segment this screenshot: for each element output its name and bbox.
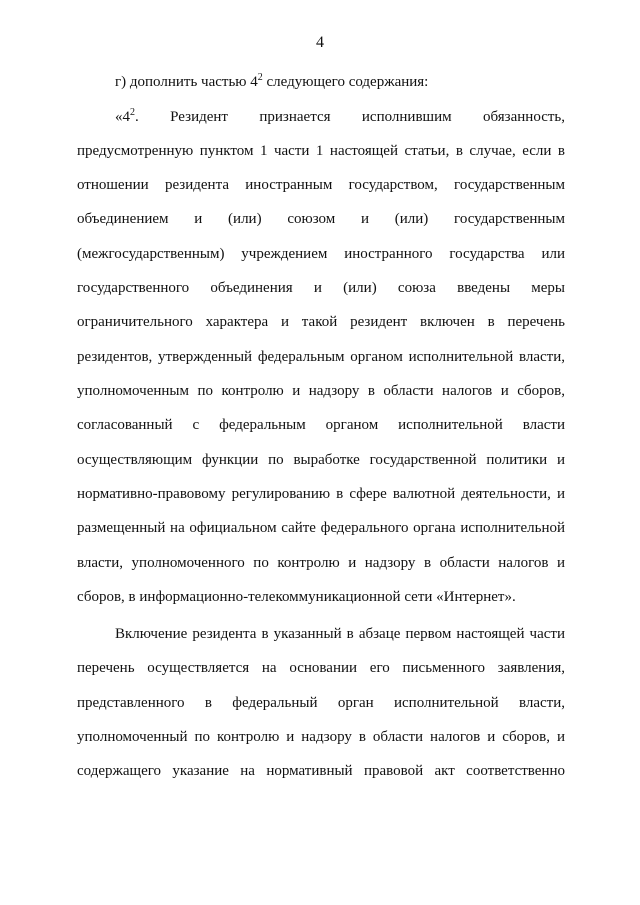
body-line: отношении резидента иностранным государством, государственным: [77, 177, 565, 193]
paragraph-g-text-before: г) дополнить частью 4: [115, 74, 258, 90]
body-line: ограничительного характера и такой резидент включен в перечень: [77, 314, 565, 330]
body-line: нормативно-правовому регулированию в сфере валютной деятельности, и: [77, 486, 565, 502]
body-line: объединением и (или) союзом и (или) государственным: [77, 211, 565, 227]
page-number: 4: [316, 34, 324, 51]
body-line: государственного объединения и (или) союза введены меры: [77, 280, 565, 296]
item-4-2-text-before: «4: [115, 109, 130, 125]
item-4-2-first-line: [115, 107, 565, 127]
body-line: (межгосударственным) учреждением иностранного государства или: [77, 246, 565, 262]
paragraph2-line: уполномоченный по контролю и надзору в области налогов и сборов, и: [77, 729, 565, 745]
paragraph2-line: перечень осуществляется на основании его письменного заявления,: [77, 660, 565, 676]
paragraph2-line: представленного в федеральный орган исполнительной власти,: [77, 695, 565, 711]
paragraph2-line: Включение резидента в указанный в абзаце первом настоящей части: [115, 626, 565, 642]
body-line: размещенный на официальном сайте федерального органа исполнительной: [77, 520, 565, 536]
paragraph-g-superscript: 2: [257, 72, 263, 83]
item-4-2-text-after: . Резидент признается исполнившим обязанность,: [135, 109, 565, 125]
body-line: резидентов, утвержденный федеральным органом исполнительной власти,: [77, 349, 565, 365]
paragraph-g-line: [115, 72, 565, 92]
item-4-2-superscript: 2: [130, 107, 135, 118]
body-line: уполномоченным по контролю и надзору в области налогов и сборов,: [77, 383, 565, 399]
body-line: осуществляющим функции по выработке государственной политики и: [77, 452, 565, 468]
body-line: власти, уполномоченного по контролю и надзору в области налогов и: [77, 555, 565, 571]
body-line: предусмотренную пунктом 1 части 1 настоящей статьи, в случае, если в: [77, 143, 565, 159]
paragraph-g-text-after: следующего содержания:: [262, 74, 429, 90]
body-line: согласованный с федеральным органом исполнительной власти: [77, 417, 565, 433]
body-line: сборов, в информационно-телекоммуникационной сети «Интернет».: [77, 589, 516, 605]
paragraph2-line: содержащего указание на нормативный правовой акт соответственно: [77, 763, 565, 779]
